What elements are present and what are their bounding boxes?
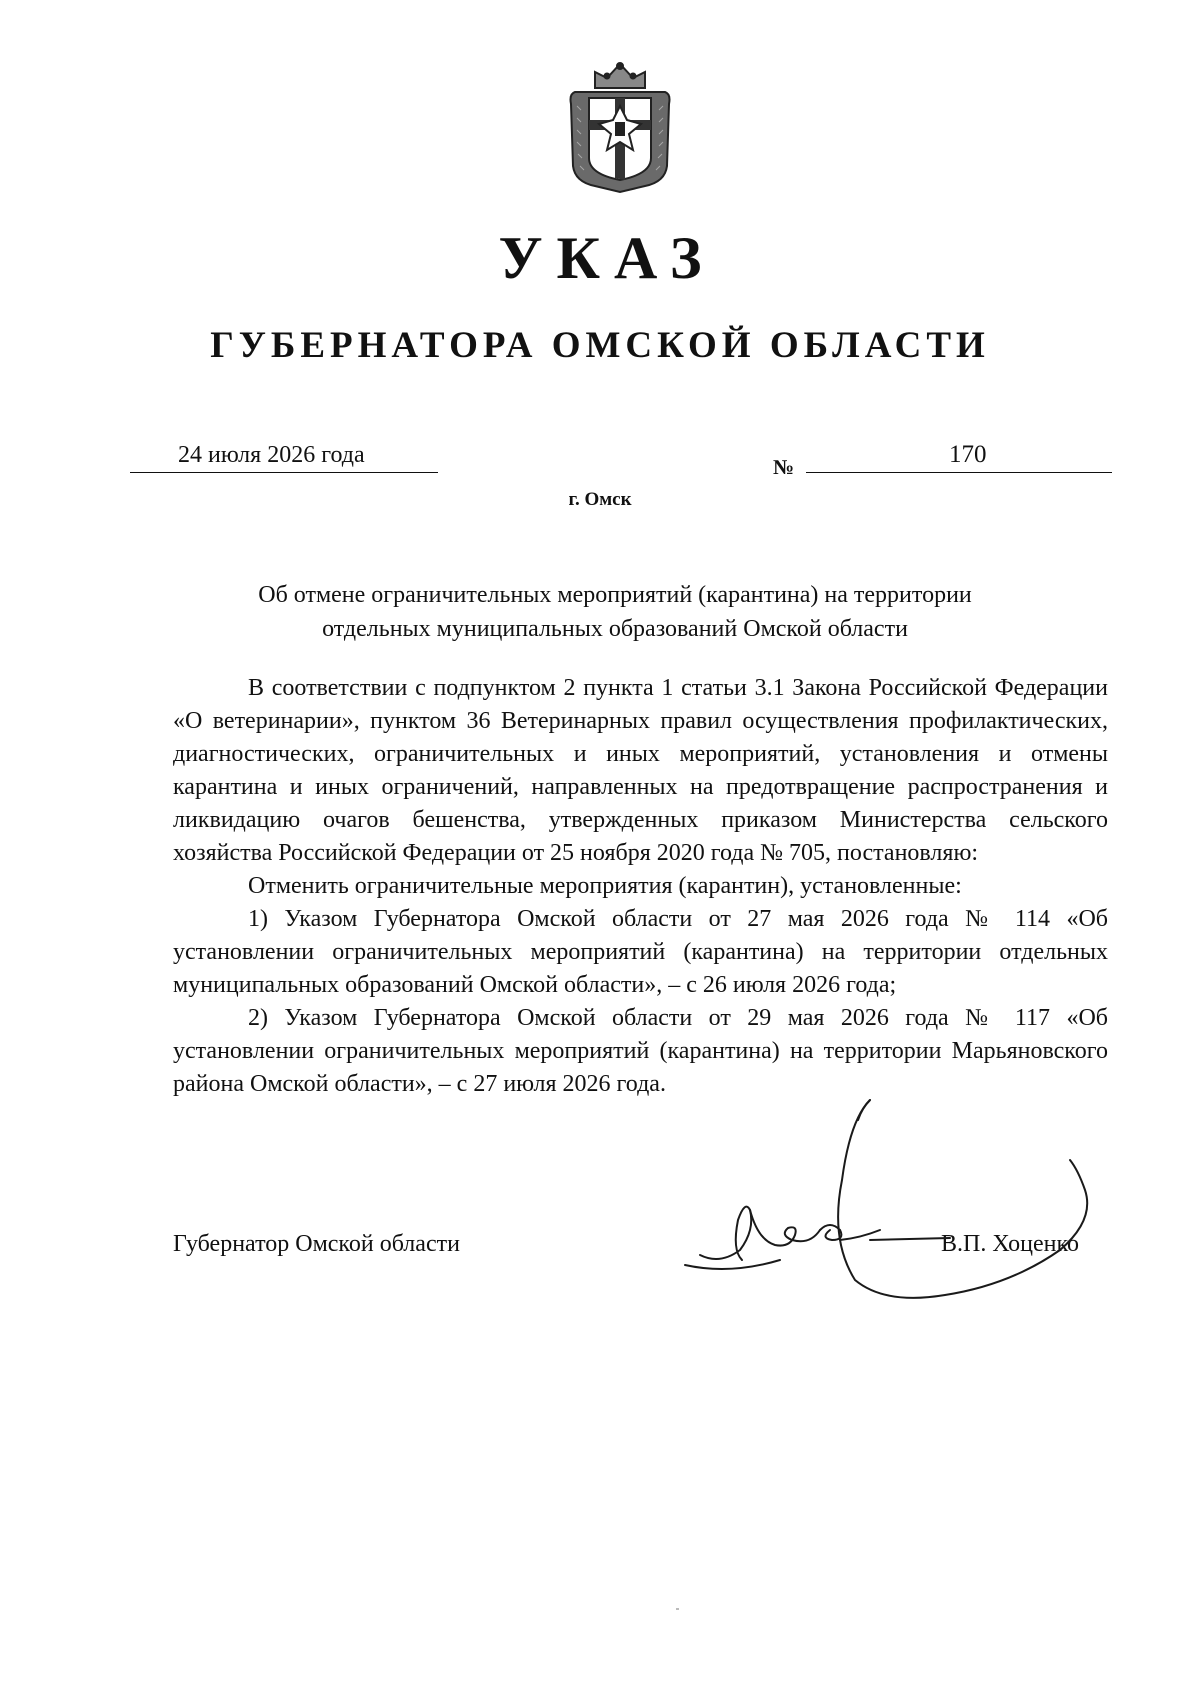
decree-date: 24 июля 2026 года (178, 442, 365, 468)
signatory-name: В.П. Хоценко (941, 1231, 1079, 1257)
body-paragraph: 1) Указом Губернатора Омской области от 27 мая 2026 года № 114 «Об установлении ограничительных мероприятий (карантина) на территории отдельных муниципальных образований Омской области», – с 26 июля 2026 года; (173, 906, 1108, 998)
heading-line-1: Об отмене ограничительных мероприятий (карантина) на территории (258, 582, 972, 608)
date-field (130, 442, 438, 473)
coat-of-arms-icon (565, 58, 675, 196)
signature-icon (680, 1090, 1100, 1310)
heading-line-2: отдельных муниципальных образований Омской области (322, 616, 908, 642)
decree-heading (150, 578, 1080, 646)
number-field (806, 442, 1112, 473)
body-paragraph: В соответствии с подпунктом 2 пункта 1 статьи 3.1 Закона Российской Федерации «О ветеринарии», пунктом 36 Ветеринарных правил осуществления профилактических, диагностических, ограничительных и иных мероприятий, установления и отмены карантина и иных ограничений, направленных на предотвращение распространения и ликвидацию очагов бешенства, утвержденных приказом Министерства сельского хозяйства Российской Федерации от 25 ноября 2020 года № 705, постановляю: (173, 675, 1108, 866)
decree-body (173, 672, 1108, 1101)
scan-dot (676, 1608, 679, 1610)
decree-title: УКАЗ (498, 225, 716, 291)
number-sign: № (773, 455, 795, 479)
body-paragraph: 2) Указом Губернатора Омской области от 29 мая 2026 года № 117 «Об установлении ограничительных мероприятий (карантина) на территории Марьяновского района Омской области», – с 27 июля 2026 года. (173, 1005, 1108, 1097)
decree-number: 170 (949, 441, 987, 468)
signatory-role: Губернатор Омской области (173, 1231, 460, 1257)
decree-city: г. Омск (568, 489, 632, 510)
decree-subtitle: ГУБЕРНАТОРА ОМСКОЙ ОБЛАСТИ (210, 325, 990, 366)
body-paragraph: Отменить ограничительные мероприятия (карантин), установленные: (248, 873, 962, 899)
